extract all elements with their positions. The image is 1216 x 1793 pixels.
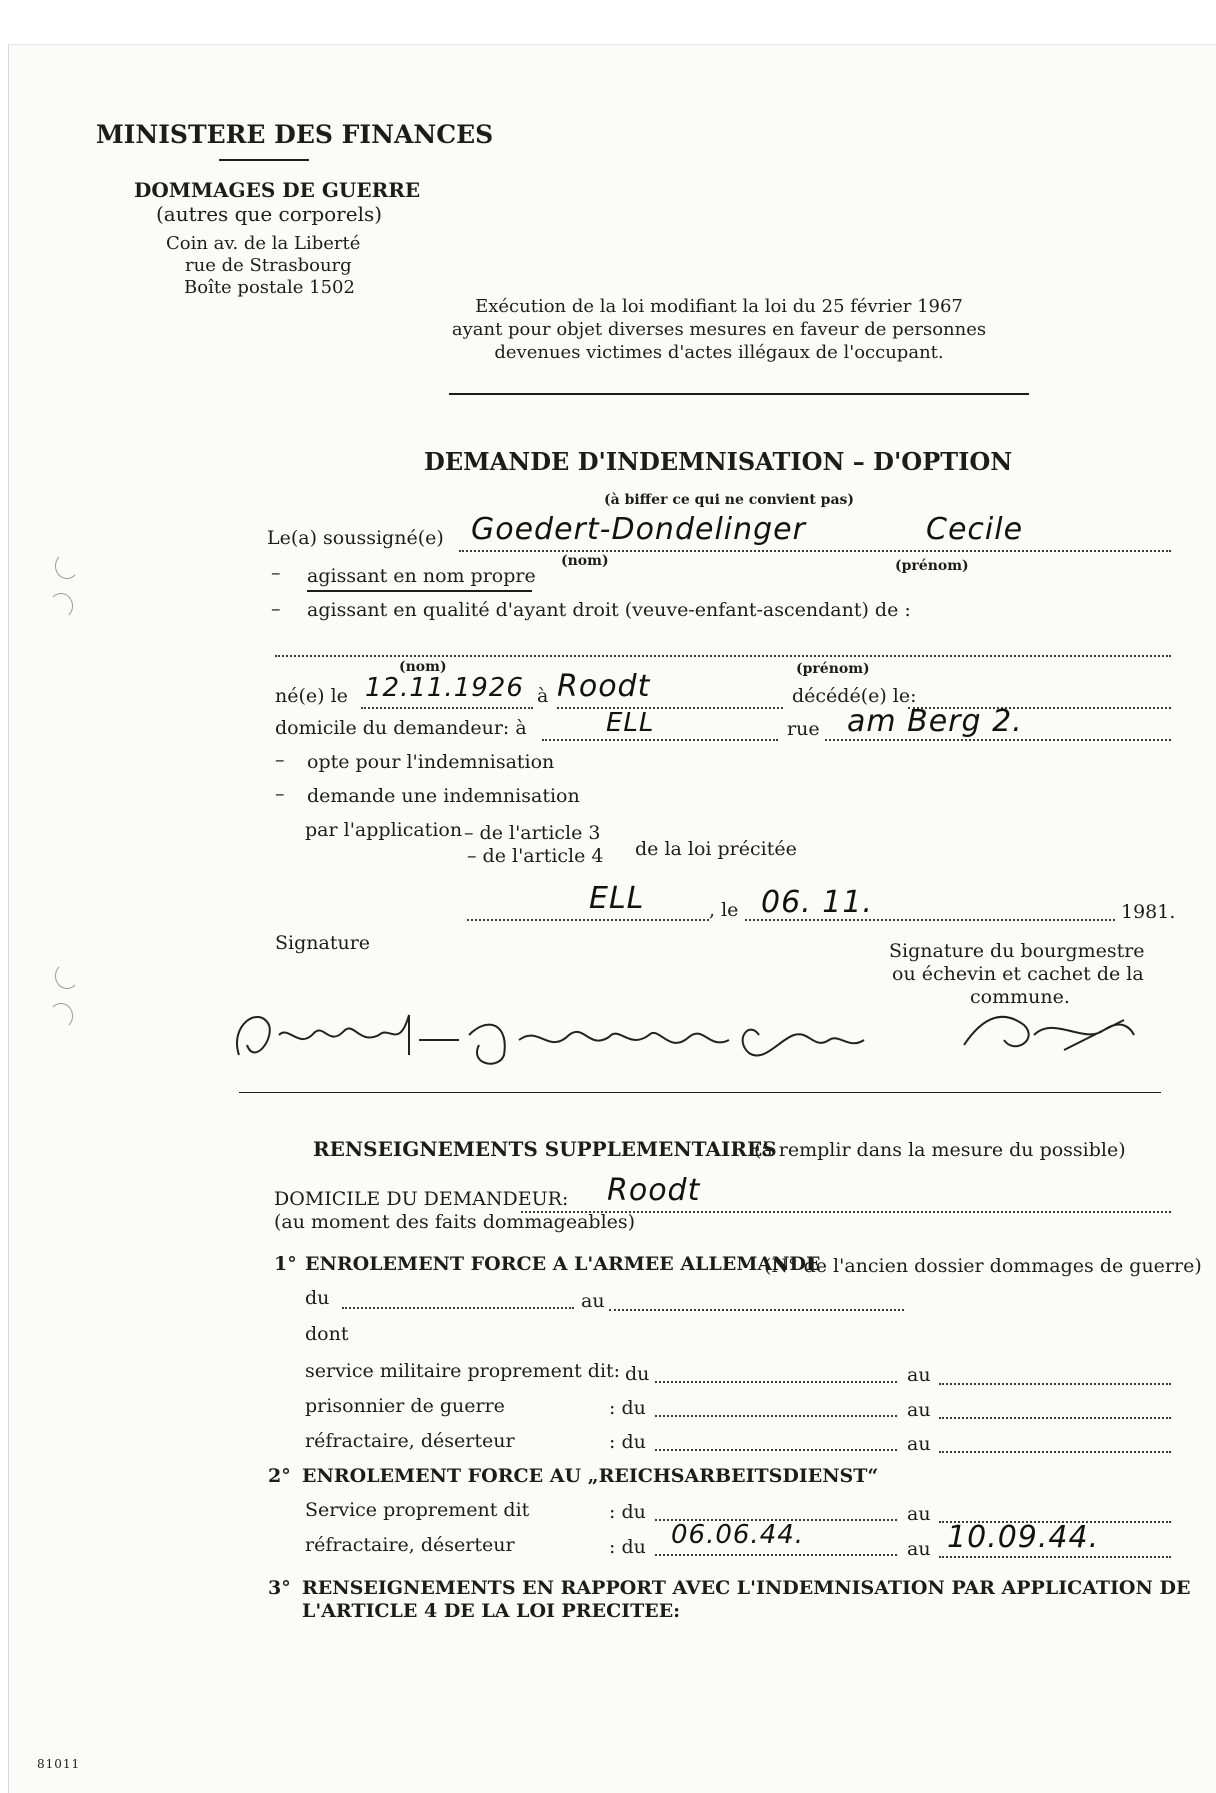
- au-dotline: [609, 1309, 904, 1311]
- heir-dotline: [275, 655, 1171, 657]
- mayor-signature: [944, 995, 1144, 1065]
- preamble: [439, 295, 999, 364]
- prisonnier-label: prisonnier de guerre: [305, 1395, 505, 1417]
- address-line: Coin av. de la Liberté: [166, 233, 361, 254]
- dont-label: dont: [305, 1323, 349, 1345]
- strike-note: (à biffer ce qui ne convient pas): [604, 492, 855, 508]
- au-dotline: [939, 1417, 1171, 1419]
- form-title: DEMANDE D'INDEMNISATION – D'OPTION: [424, 447, 1013, 476]
- punch-hole-icon: [55, 963, 79, 989]
- du-dotline: [655, 1381, 897, 1383]
- signature-label: Signature: [275, 932, 371, 954]
- ask-indemnisation: demande une indemnisation: [307, 785, 580, 807]
- year-printed: 1981.: [1121, 901, 1176, 923]
- dash: –: [271, 562, 281, 584]
- au-label: au: [907, 1399, 931, 1421]
- preamble-line: ayant pour objet diverses mesures en faveur de personnes: [451, 319, 987, 340]
- document-page: [8, 44, 1216, 1793]
- domicile-label: domicile du demandeur: à: [275, 717, 527, 739]
- section3-title-line: L'ARTICLE 4 DE LA LOI PRECITEE:: [302, 1600, 681, 1622]
- place-dotline: [467, 919, 709, 921]
- colon-du-label: : du: [609, 1431, 646, 1453]
- au-label: au: [907, 1433, 931, 1455]
- du-dotline: [342, 1307, 574, 1309]
- au-dotline: [939, 1451, 1171, 1453]
- undersigned-name: Goedert-Dondelinger: [471, 512, 806, 547]
- au-label: au: [907, 1503, 931, 1525]
- supplementary-title: RENSEIGNEMENTS SUPPLEMENTAIRES: [313, 1137, 777, 1161]
- born-date: 12.11.1926: [365, 673, 524, 703]
- born-label: né(e) le: [275, 685, 348, 707]
- rad-to-date: 10.09.44.: [947, 1520, 1100, 1555]
- address-line: rue de Strasbourg: [185, 255, 352, 276]
- preamble-line: devenues victimes d'actes illégaux de l'occupant.: [494, 342, 944, 363]
- applicant-domicile-label: DOMICILE DU DEMANDEUR:: [274, 1188, 569, 1210]
- applicant-signature: [219, 995, 879, 1075]
- born-place-prefix: à: [537, 685, 549, 707]
- loi-precitee: de la loi précitée: [635, 838, 797, 860]
- le-label: , le: [709, 899, 739, 921]
- preamble-rule: [449, 393, 1029, 395]
- street-dotline: [825, 739, 1171, 741]
- prenom-caption: (prénom): [796, 661, 870, 677]
- service-proprement-label: Service proprement dit: [305, 1499, 530, 1521]
- section1-number: 1°: [274, 1253, 297, 1275]
- article-3: – de l'article 3: [464, 822, 601, 844]
- domicile-city-dotline: [542, 739, 778, 741]
- au-dotline: [939, 1383, 1171, 1385]
- option-own-name: agissant en nom propre: [307, 565, 536, 587]
- colon-du-label: : du: [609, 1501, 646, 1523]
- applicant-domicile-value: Roodt: [607, 1173, 701, 1208]
- born-date-dotline: [361, 707, 533, 709]
- section1-title: ENROLEMENT FORCE A L'ARMEE ALLEMANDE: [305, 1253, 821, 1275]
- au-label: au: [907, 1538, 931, 1560]
- punch-hole-icon: [55, 553, 79, 579]
- ministry-title: MINISTERE DES FINANCES: [96, 120, 494, 149]
- au-dotline: [939, 1556, 1171, 1558]
- du-label: du: [305, 1287, 330, 1309]
- section2-number: 2°: [268, 1465, 291, 1487]
- date-signed: 06. 11.: [761, 885, 873, 920]
- section2-title: ENROLEMENT FORCE AU „REICHSARBEITSDIENST“: [302, 1465, 879, 1487]
- domicile-city: ELL: [606, 708, 655, 738]
- prenom-caption: (prénom): [895, 558, 969, 574]
- street-value: am Berg 2.: [847, 704, 1023, 739]
- rad-from-date: 06.06.44.: [671, 1520, 805, 1550]
- address-line: Boîte postale 1502: [184, 277, 355, 298]
- du-dotline: [655, 1449, 897, 1451]
- department-title: DOMMAGES DE GUERRE: [134, 178, 421, 202]
- undersigned-dotline: [459, 550, 1171, 552]
- section3-title-line: RENSEIGNEMENTS EN RAPPORT AVEC L'INDEMNISATION PAR APPLICATION DE: [302, 1577, 1191, 1599]
- nom-caption: (nom): [561, 553, 609, 569]
- au-label: au: [907, 1364, 931, 1386]
- signature-line: [239, 1092, 1161, 1093]
- au-label: au: [581, 1290, 605, 1312]
- place-signed: ELL: [589, 881, 645, 916]
- punch-hole-icon: [49, 593, 73, 619]
- dash: –: [275, 783, 285, 805]
- nom-caption: (nom): [399, 659, 447, 675]
- ministry-underline: [219, 159, 309, 161]
- born-place: Roodt: [557, 669, 651, 704]
- street-label: rue: [787, 718, 820, 740]
- undersigned-label: Le(a) soussigné(e): [267, 527, 444, 549]
- deceased-label: décédé(e) le:: [792, 685, 917, 707]
- undersigned-firstname: Cecile: [926, 512, 1024, 547]
- born-place-dotline: [557, 707, 783, 709]
- section1-note: (N° de l'ancien dossier dommages de guerre): [764, 1255, 1202, 1277]
- punch-hole-icon: [49, 1003, 73, 1029]
- du-label: du: [625, 1363, 650, 1385]
- du-dotline: [655, 1554, 897, 1556]
- service-militaire-label: service militaire proprement dit:: [305, 1360, 621, 1382]
- mayor-signature-label: commune.: [970, 986, 1070, 1008]
- opt-indemnisation: opte pour l'indemnisation: [307, 751, 555, 773]
- applicant-domicile-note: (au moment des faits dommageables): [274, 1211, 636, 1233]
- underline-own-name: [307, 590, 532, 592]
- refractaire-label: réfractaire, déserteur: [305, 1430, 515, 1452]
- du-dotline: [655, 1415, 897, 1417]
- colon-du-label: : du: [609, 1536, 646, 1558]
- dash: –: [275, 749, 285, 771]
- preamble-line: Exécution de la loi modifiant la loi du 25 février 1967: [475, 296, 963, 317]
- dash: –: [271, 598, 281, 620]
- article-4: – de l'article 4: [467, 845, 604, 867]
- mayor-signature-label: ou échevin et cachet de la: [892, 963, 1144, 985]
- department-subtitle: (autres que corporels): [156, 202, 383, 226]
- application-label: par l'application: [305, 819, 463, 841]
- option-heir: agissant en qualité d'ayant droit (veuve-enfant-ascendant) de :: [307, 599, 911, 621]
- refractaire-label: réfractaire, déserteur: [305, 1534, 515, 1556]
- section3-number: 3°: [268, 1577, 291, 1599]
- colon-du-label: : du: [609, 1397, 646, 1419]
- supplementary-note: (à remplir dans la mesure du possible): [754, 1139, 1126, 1161]
- form-code: 81011: [37, 1757, 81, 1771]
- mayor-signature-label: Signature du bourgmestre: [889, 940, 1145, 962]
